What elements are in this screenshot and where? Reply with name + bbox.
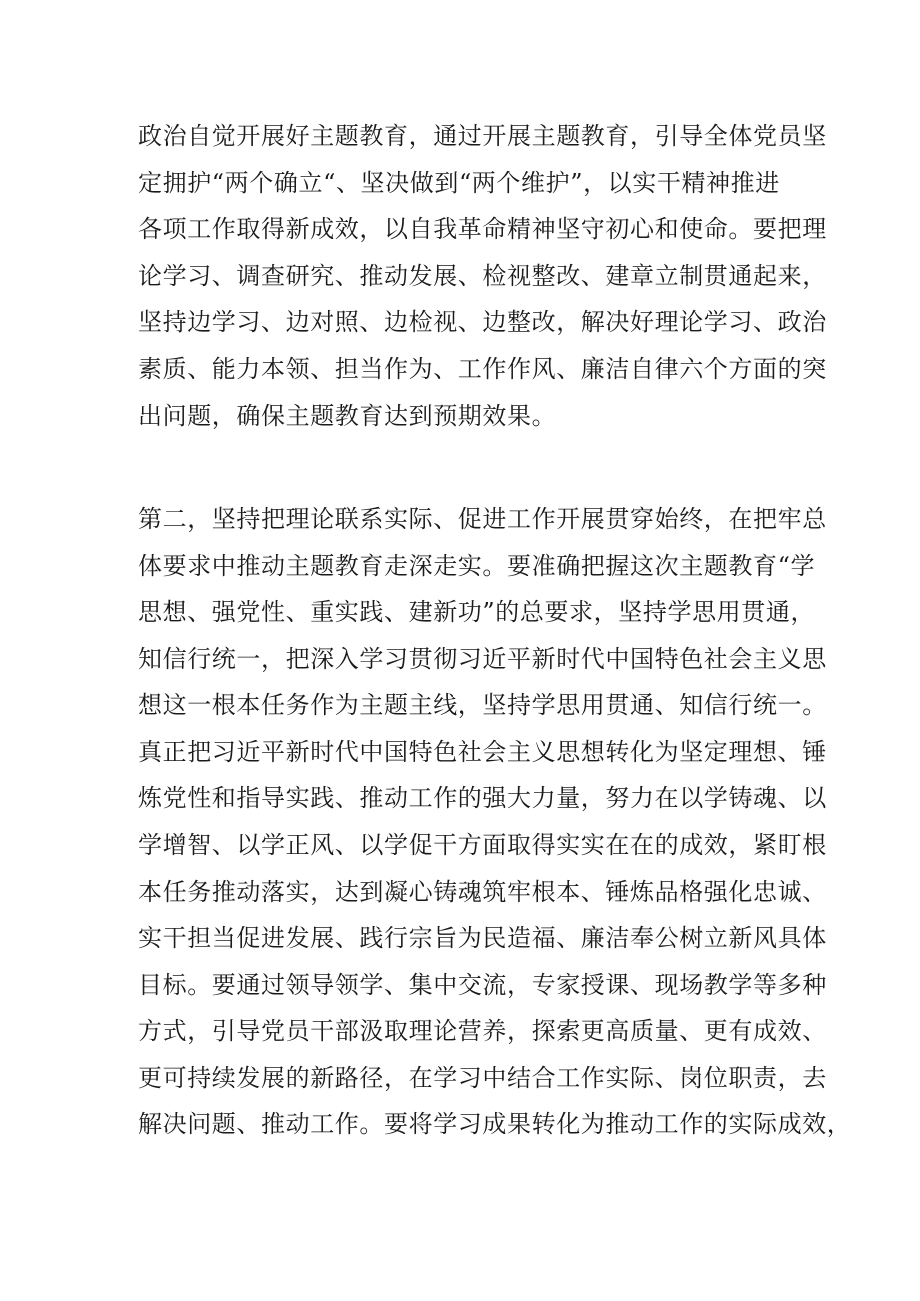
paragraph-2-line-8: 学增智、以学正风、以学促干方面取得实实在在的成效，紧盯根 bbox=[138, 831, 827, 859]
paragraph-1-line-1: 政治自觉开展好主题教育，通过开展主题教育，引导全体党员坚 bbox=[138, 122, 827, 150]
paragraph-2-line-3: 思想、强党性、重实践、建新功”的总要求，坚持学思用贯通， bbox=[138, 598, 816, 626]
paragraph-1-line-3: 各项工作取得新成效，以自我革命精神坚守初心和使命。要把理 bbox=[138, 215, 827, 243]
paragraph-2-line-7: 炼党性和指导实践、推动工作的强大力量，努力在以学铸魂、以 bbox=[138, 784, 827, 812]
paragraph-2-line-4: 知信行统一，把深入学习贯彻习近平新时代中国特色社会主义思 bbox=[138, 645, 827, 673]
paragraph-1-line-2: 定拥护“两个确立“、坚决做到“两个维护”，以实干精神推进 bbox=[138, 169, 780, 197]
paragraph-1-line-6: 素质、能力本领、担当作为、工作作风、廉洁自律六个方面的突 bbox=[138, 355, 827, 383]
paragraph-2-line-14: 解决问题、推动工作。要将学习成果转化为推动工作的实际成效， bbox=[138, 1110, 852, 1138]
paragraph-2-line-10: 实干担当促进发展、践行宗旨为民造福、廉洁奉公树立新风具体 bbox=[138, 924, 827, 952]
paragraph-1-line-5: 坚持边学习、边对照、边检视、边整改，解决好理论学习、政治 bbox=[138, 308, 827, 336]
paragraph-2-line-12: 方式，引导党员干部汲取理论营养，探索更高质量、更有成效、 bbox=[138, 1017, 827, 1045]
paragraph-2-line-13: 更可持续发展的新路径，在学习中结合工作实际、岗位职责，去 bbox=[138, 1064, 827, 1092]
paragraph-2-line-9: 本任务推动落实，达到凝心铸魂筑牢根本、锤炼品格强化忠诚、 bbox=[138, 878, 827, 906]
paragraph-2-line-2: 体要求中推动主题教育走深走实。要准确把握这次主题教育“学 bbox=[138, 552, 816, 580]
paragraph-2-line-6: 真正把习近平新时代中国特色社会主义思想转化为坚定理想、锤 bbox=[138, 738, 827, 766]
paragraph-1-line-4: 论学习、调查研究、推动发展、检视整改、建章立制贯通起来， bbox=[138, 262, 827, 290]
paragraph-2-line-1: 第二，坚持把理论联系实际、促进工作开展贯穿始终，在把牢总 bbox=[138, 505, 827, 533]
paragraph-1-line-7: 出问题，确保主题教育达到预期效果。 bbox=[138, 402, 557, 430]
paragraph-2-line-11: 目标。要通过领导领学、集中交流，专家授课、现场教学等多种 bbox=[138, 971, 827, 999]
paragraph-2-line-5: 想这一根本任务作为主题主线，坚持学思用贯通、知信行统一。 bbox=[138, 691, 827, 719]
